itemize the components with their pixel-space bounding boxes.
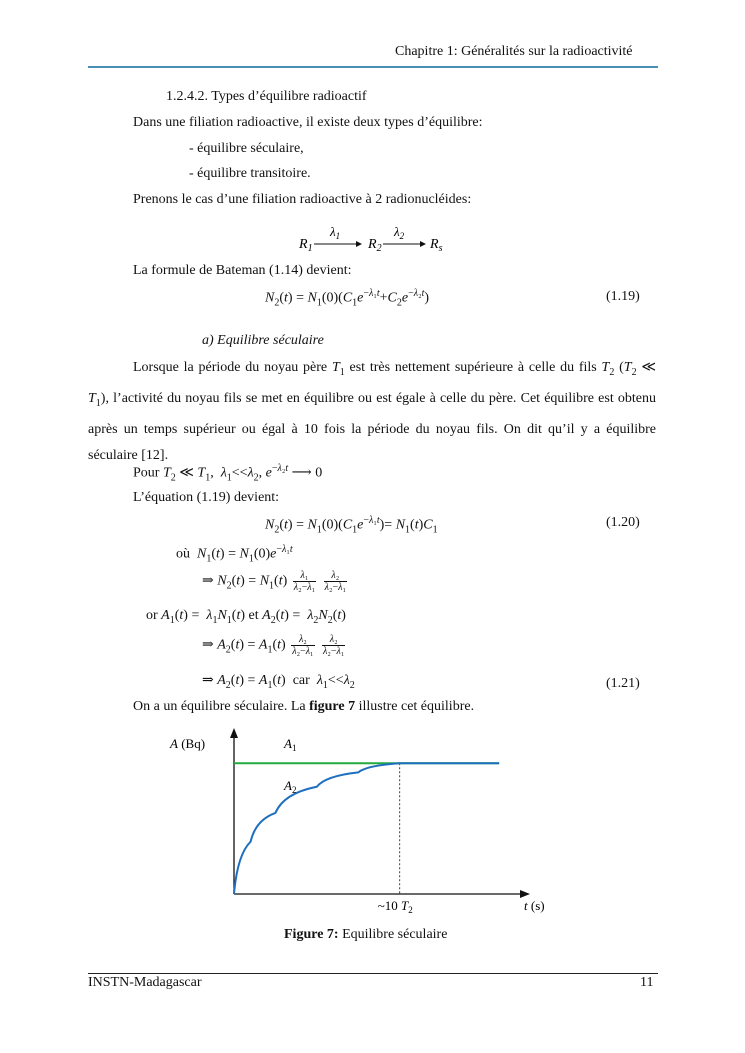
- equation-1-21: ⇒ $A_2(t) = A_1(t)$ car $\lambda_1<<\lambda_2$: [202, 673, 355, 691]
- section-title: 1.2.4.2. Types d’équilibre radioactif: [166, 89, 367, 104]
- series-a2-curve: [234, 763, 499, 894]
- equation-n1: où $N_1(t) = N_1(0)e^{-\lambda_1t}$: [176, 544, 293, 565]
- chain-r2: $R_2$: [368, 237, 382, 254]
- chain-lambda-2: $\lambda_2$: [394, 224, 405, 241]
- equation-1-19: $N_2(t) = N_1(0)(C_1e^{-\lambda_1t}+C_2e^{-\lambda_2t})$: [265, 288, 430, 309]
- x-marker-label: ~10 $T_2$: [377, 898, 413, 915]
- secular-paragraph: Lorsque la période du noyau père $T_1$ est très nettement supérieure à celle du fils $T_2$ ($T_2$ ≪ $T_1$), l’activité du noyau fils se met en équilibre ou est égale à celle du père. Cet équilibre est obtenu après un temps supérieur ou égal à 10 fois la période du noyau fils. On dit qu’il y a équilibre séculaire [12].: [88, 360, 657, 463]
- header-rule: [88, 66, 658, 68]
- equation-1-20: $N_2(t) = N_1(0)(C_1e^{-\lambda_1t})= N_1(t)C_1$: [265, 515, 438, 536]
- bullet-seculaire: - équilibre séculaire,: [189, 141, 304, 156]
- equation-activities: or $A_1(t) = \lambda_1N_1(t)$ et $A_2(t) = \lambda_2N_2(t)$: [146, 608, 346, 626]
- y-axis-arrowhead: [230, 728, 238, 738]
- chain-arrowhead-1: [356, 241, 362, 247]
- equation-number-1-20: (1.20): [606, 515, 640, 530]
- subsection-title: a) Equilibre séculaire: [202, 333, 324, 348]
- chapter-header: Chapitre 1: Généralités sur la radioactivité: [395, 44, 633, 59]
- secular-equilibrium-chart: [150, 722, 570, 922]
- bullet-transitoire: - équilibre transitoire.: [189, 166, 311, 181]
- chain-rs: $R_s$: [430, 237, 443, 254]
- equation-devient-text: L’équation (1.19) devient:: [133, 490, 280, 505]
- y-axis-label: A (Bq): [170, 736, 206, 751]
- equation-n2-ratio: ⇒ $N_2(t) = N_1(t)$ $\frac{\text{λ₁}}{\text{λ₂−λ₁}}$ $\frac{\text{λ₂}}{\text{λ₂−λ₁}}$: [202, 570, 346, 593]
- footer-institution: INSTN-Madagascar: [88, 975, 202, 990]
- bateman-text: La formule de Bateman (1.14) devient:: [133, 263, 352, 278]
- footer-rule: [88, 973, 658, 974]
- equation-number-1-21: (1.21): [606, 676, 640, 691]
- page-number: 11: [640, 975, 654, 990]
- decay-chain-diagram: [290, 222, 460, 256]
- x-axis-arrowhead: [520, 890, 530, 898]
- series-a2-label: $A_2$: [284, 778, 297, 795]
- equation-a2-ratio: ⇒ $A_2(t) = A_1(t)$ $\frac{\text{λ₂}}{\text{λ₂−λ₁}}$ $\frac{\text{λ₂}}{\text{λ₂−λ₁}}$: [202, 634, 345, 657]
- condition-line: Pour $T_2$ ≪ $T_1$, $\lambda_1<<\lambda_2$, $e^{-\lambda_2t}$ ⟶ 0: [133, 463, 323, 484]
- intro-line-1: Dans une filiation radioactive, il existe deux types d’équilibre:: [133, 115, 483, 130]
- chain-lambda-1: $\lambda_1$: [330, 224, 341, 241]
- equation-number-1-19: (1.19): [606, 289, 640, 304]
- x-axis-label: t (s): [524, 898, 545, 913]
- conclusion-line: On a un équilibre séculaire. La figure 7 illustre cet équilibre.: [133, 699, 475, 714]
- series-a1-label: $A_1$: [284, 736, 297, 753]
- figure-caption: Figure 7: Equilibre séculaire: [284, 927, 448, 942]
- chain-r1: $R_1$: [299, 237, 313, 254]
- intro-line-2: Prenons le cas d’une filiation radioactive à 2 radionucléides:: [133, 192, 472, 207]
- chain-arrowhead-2: [420, 241, 426, 247]
